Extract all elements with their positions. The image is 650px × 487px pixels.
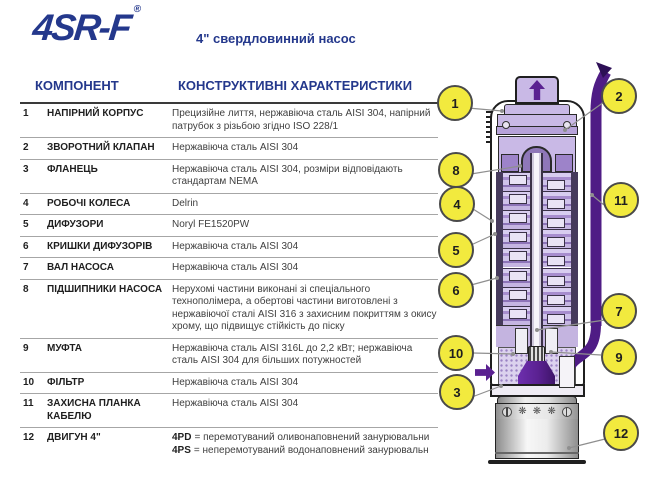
callout-4: 4: [439, 186, 475, 222]
row-number: 5: [23, 219, 29, 230]
table-row: [20, 339, 438, 373]
row-number: 10: [23, 376, 35, 388]
cable-conduit: [559, 356, 575, 388]
row-number: 4: [23, 197, 29, 209]
table-row: [20, 160, 438, 194]
component-name: КРИШКИ ДИФУЗОРІВ: [47, 240, 153, 252]
table-row: [20, 394, 438, 428]
component-name: ДИФУЗОРИ: [47, 219, 104, 230]
row-number: 1: [23, 108, 29, 119]
table-row: [20, 104, 438, 138]
row-number: 12: [23, 432, 35, 443]
motor-vent-icon: ❋: [532, 406, 542, 417]
product-subtitle: 4" свердловинний насос: [196, 31, 356, 46]
motor-type-line: [172, 445, 438, 458]
row-number: 9: [23, 342, 29, 354]
component-characteristics: Noryl FE1520PW: [172, 219, 250, 230]
motor-type-desc: = неперемотуваний водонаповнений занурювальн: [193, 444, 429, 456]
component-characteristics: Нержавіюча сталь AISI 304: [172, 398, 299, 409]
brand-logo-text: 4SR-F: [30, 7, 132, 48]
pump-cutaway-diagram: [440, 58, 650, 487]
row-number: 8: [23, 283, 29, 295]
component-characteristics: Delrin: [172, 197, 199, 209]
component-name: ФЛАНЕЦЬ: [47, 163, 98, 175]
column-header-characteristics: КОНСТРУКТИВНІ ХАРАКТЕРИСТИКИ: [178, 78, 413, 93]
leader-lines: [468, 102, 605, 448]
component-characteristics: Прецизійне лиття, нержавіюча сталь AISI 304, напірний патрубок з різьбою згідно ISO 228/1: [172, 108, 431, 132]
component-characteristics: Нержавіюча сталь AISI 304: [172, 376, 299, 388]
callout-7: 7: [601, 293, 637, 329]
motor-type-desc: = перемотуваний оливонаповнений занурювальни: [194, 432, 430, 443]
component-name: МУФТА: [47, 342, 83, 354]
table-row: [20, 215, 438, 237]
motor-type-code: 4PD: [172, 432, 192, 443]
component-name: ФІЛЬТР: [47, 376, 85, 388]
component-characteristics: Нержавіюча сталь AISI 304, розміри відповідають стандартам NEMA: [172, 163, 403, 187]
row-number: 2: [23, 142, 29, 153]
row-number: 6: [23, 240, 29, 252]
component-characteristics: Нержавіюча сталь AISI 304: [172, 262, 299, 273]
table-row: [20, 194, 438, 216]
table-header: [20, 78, 438, 104]
component-name: ДВИГУН 4": [47, 432, 101, 443]
motor-type-line: [172, 432, 438, 445]
components-table: [20, 78, 438, 461]
registered-trademark-icon: ®: [133, 4, 142, 15]
callout-2: 2: [601, 78, 637, 114]
component-characteristics: Нерухомі частини виконані зі спеціального технополімера, а обертові частини виготовлені з нержавіючої сталі AISI 316 з захисним покриттям з окису хрому, що підвищує стійкість до піску: [172, 283, 437, 332]
leader-dots: [490, 109, 594, 450]
callout-10: 10: [438, 335, 474, 371]
callout-3: 3: [439, 374, 475, 410]
table-row: [20, 237, 438, 259]
component-name: РОБОЧІ КОЛЕСА: [47, 197, 131, 209]
callout-5: 5: [438, 232, 474, 268]
callout-12: 12: [603, 415, 639, 451]
component-name: ПІДШИПНИКИ НАСОСА: [47, 283, 163, 295]
motor-type-code: 4PS: [172, 444, 191, 456]
table-row: [20, 258, 438, 280]
component-name: ЗАХИСНА ПЛАНКА КАБЕЛЮ: [47, 398, 141, 422]
component-characteristics: [172, 432, 438, 457]
table-row: [20, 280, 438, 339]
table-row: [20, 373, 438, 395]
callout-6: 6: [438, 272, 474, 308]
column-header-component: КОМПОНЕНТ: [35, 78, 119, 93]
callout-1: 1: [437, 85, 473, 121]
callout-9: 9: [601, 339, 637, 375]
callout-11: 11: [603, 182, 639, 218]
motor-vent-icon: ❋: [547, 406, 556, 417]
component-name: НАПІРНИЙ КОРПУС: [47, 108, 144, 119]
component-characteristics: Нержавіюча сталь AISI 304: [172, 240, 299, 252]
brand-logo-4srf: [31, 4, 142, 49]
row-number: 11: [23, 398, 34, 409]
component-name: ЗВОРОТНИЙ КЛАПАН: [47, 142, 155, 153]
table-row: [20, 428, 438, 461]
motor-vent-icon: ❋: [518, 406, 527, 417]
component-characteristics: Нержавіюча сталь AISI 304: [172, 142, 299, 153]
component-name: ВАЛ НАСОСА: [47, 262, 115, 273]
table-row: [20, 138, 438, 160]
row-number: 7: [23, 262, 29, 273]
callout-8: 8: [438, 152, 474, 188]
row-number: 3: [23, 163, 29, 175]
component-characteristics: Нержавіюча сталь AISI 316L до 2,2 кВт; нержавіюча сталь AISI 304 для більших потужностей: [172, 342, 413, 366]
